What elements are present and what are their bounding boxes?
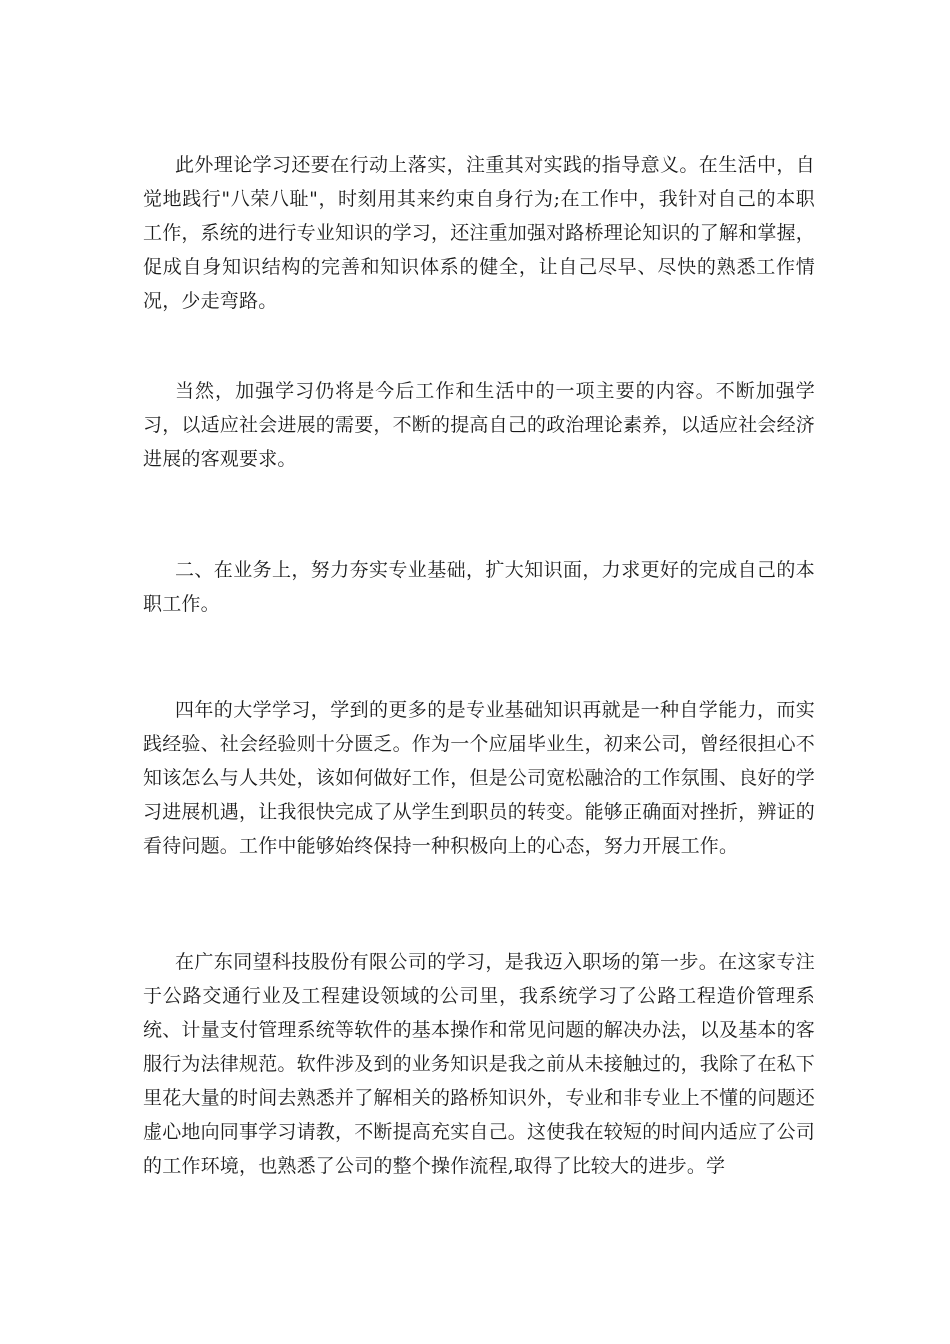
paragraph-continued-learning: 当然，加强学习仍将是今后工作和生活中的一项主要的内容。不断加强学习，以适应社会进展的需要，不断的提高自己的政治理论素养，以适应社会经济进展的客观要求。 bbox=[143, 380, 816, 470]
paragraph-theory-practice: 此外理论学习还要在行动上落实，注重其对实践的指导意义。在生活中，自觉地践行"八荣八耻"，时刻用其来约束自身行为;在工作中，我针对自己的本职工作，系统的进行专业知识的学习，还注重加强对路桥理论知识的了解和掌握，促成自身知识结构的完善和知识体系的健全，让自己尽早、尽快的熟悉工作情况，少走弯路。 bbox=[143, 154, 816, 312]
paragraph-company-learning: 在广东同望科技股份有限公司的学习，是我迈入职场的第一步。在这家专注于公路交通行业及工程建设领域的公司里，我系统学习了公路工程造价管理系统、计量支付管理系统等软件的基本操作和常见问题的解决办法，以及基本的客服行为法律规范。软件涉及到的业务知识是我之前从未接触过的，我除了在私下里花大量的时间去熟悉并了解相关的路桥知识外，专业和非专业上不懂的问题还虚心地向同事学习请教，不断提高充实自己。这使我在较短的时间内适应了公司的工作环境，也熟悉了公司的整个操作流程,取得了比较大的进步。学 bbox=[143, 951, 816, 1177]
section-heading-business: 二、在业务上，努力夯实专业基础，扩大知识面，力求更好的完成自己的本职工作。 bbox=[143, 559, 815, 615]
paragraph-university-experience: 四年的大学学习，学到的更多的是专业基础知识再就是一种自学能力，而实践经验、社会经验则十分匮乏。作为一个应届毕业生，初来公司，曾经很担心不知该怎么与人共处，该如何做好工作，但是公司宽松融洽的工作氛围、良好的学习进展机遇，让我很快完成了从学生到职员的转变。能够正确面对挫折，辨证的看待问题。工作中能够始终保持一种积极向上的心态，努力开展工作。 bbox=[143, 699, 816, 857]
